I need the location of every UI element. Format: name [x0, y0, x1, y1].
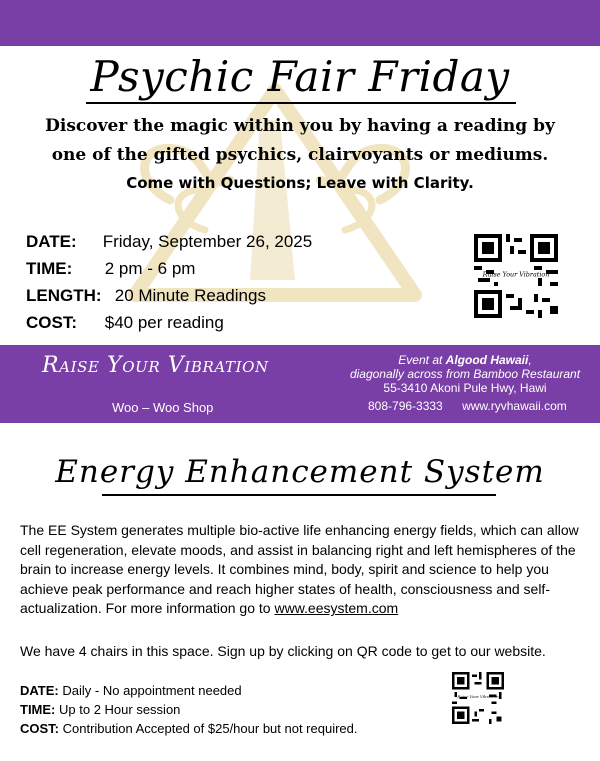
event-line-2: diagonally across from Bamboo Restaurant	[349, 367, 581, 381]
event-suffix: ,	[528, 353, 532, 367]
contact-info	[368, 399, 567, 413]
intro-line-2: one of the gifted psychics, clairvoyants or mediums.	[51, 145, 549, 165]
ee-details	[20, 681, 358, 738]
fair-cost-row	[26, 309, 312, 336]
event-prefix: Event at	[398, 353, 443, 367]
ee-qr-logo-text: Raise Your Vibration	[457, 694, 499, 700]
tagline: Come with Questions; Leave with Clarity.	[126, 174, 474, 192]
ee-description	[20, 521, 586, 619]
phone-number[interactable]: 808-796-3333	[368, 399, 443, 413]
fair-time-label: TIME:	[26, 259, 73, 278]
ee-chairs-text: We have 4 chairs in this space. Sign up by clicking on QR code to get to our website.	[20, 643, 546, 659]
fair-cost-value: $40 per reading	[104, 313, 224, 332]
event-location	[334, 353, 596, 395]
intro-text	[20, 112, 580, 170]
fair-qr-code-icon[interactable]	[474, 234, 558, 318]
info-band	[0, 345, 600, 423]
fair-date-row	[26, 228, 312, 255]
ee-qr-code-icon[interactable]	[452, 672, 504, 724]
ee-date-row	[20, 681, 358, 700]
brand-name: Raise Your Vibration	[42, 353, 269, 378]
fair-date-value: Friday, September 26, 2025	[102, 232, 313, 251]
ee-time-label: TIME:	[20, 702, 56, 717]
event-line-1	[334, 353, 596, 367]
event-venue: Algood Hawaii	[445, 353, 529, 367]
main-title: Psychic Fair Friday	[90, 52, 510, 101]
ee-title-underline	[102, 494, 496, 496]
ee-cost-label: COST:	[20, 721, 59, 736]
ee-title: Energy Enhancement System	[55, 454, 545, 490]
fair-length-value: 20 Minute Readings	[114, 286, 266, 305]
event-address: 55-3410 Akoni Pule Hwy, Hawi	[383, 381, 547, 395]
ee-cost-value: Contribution Accepted of $25/hour but not required.	[62, 721, 358, 736]
ee-date-value: Daily - No appointment needed	[62, 683, 242, 698]
website-link[interactable]: www.ryvhawaii.com	[462, 399, 567, 413]
fair-qr-logo-text: Raise Your Vibration	[482, 270, 550, 279]
fair-length-label: LENGTH:	[26, 286, 102, 305]
main-title-underline	[86, 102, 516, 104]
intro-line-1: Discover the magic within you by having a reading by	[45, 116, 555, 136]
shop-name: Woo – Woo Shop	[112, 400, 214, 415]
fair-cost-label: COST:	[26, 313, 77, 332]
ee-cost-row	[20, 719, 358, 738]
fair-time-row	[26, 255, 312, 282]
ee-time-value: Up to 2 Hour session	[59, 702, 181, 717]
top-purple-bar	[0, 0, 600, 46]
ee-website-link[interactable]: www.eesystem.com	[274, 600, 399, 617]
ee-date-label: DATE:	[20, 683, 59, 698]
fair-date-label: DATE:	[26, 232, 77, 251]
fair-time-value: 2 pm - 6 pm	[104, 259, 196, 278]
fair-details	[26, 228, 312, 336]
ee-description-text: The EE System generates multiple bio-active life enhancing energy fields, which can allow cell regeneration, elevate moods, and assist in balancing right and left hemispheres of the brain to increase energy levels. It combines mind, body, spirit and science to help you achieve peak performance and reach higher states of health, consciousness and self-actualization. For more information go to	[20, 522, 579, 617]
fair-length-row	[26, 282, 312, 309]
ee-time-row	[20, 700, 358, 719]
